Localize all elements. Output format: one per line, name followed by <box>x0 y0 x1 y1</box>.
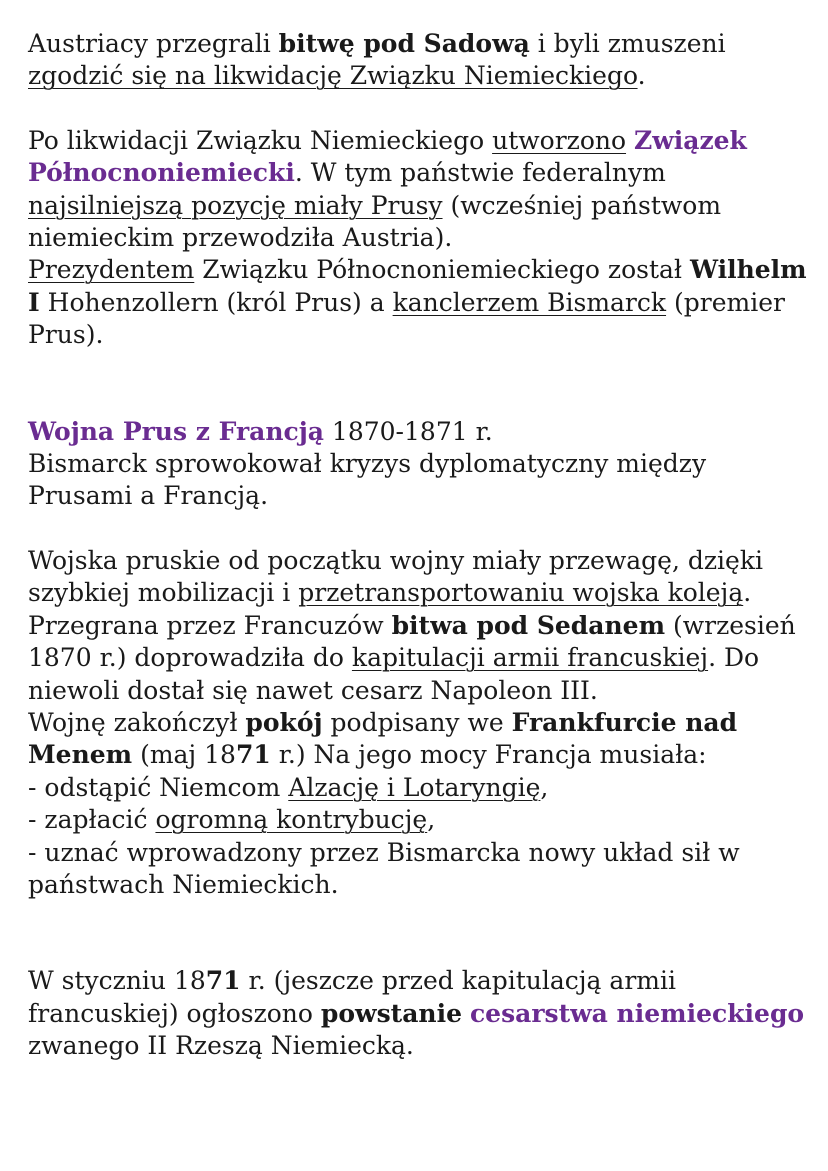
paragraph-sadowa <box>28 28 814 93</box>
bold-text: 71 <box>205 966 241 996</box>
text: (premier Prus). <box>28 287 785 350</box>
bold-text: bitwę pod Sadową <box>278 29 530 58</box>
bold-text: 71 <box>235 740 271 770</box>
bold-text: powstanie <box>320 998 462 1028</box>
text: . W tym państwie federalnym <box>294 158 666 188</box>
bold-text: pokój <box>245 707 323 737</box>
spacer <box>28 352 814 416</box>
text: Austriacy przegrali <box>28 29 279 58</box>
spacer <box>28 93 814 125</box>
text: . Przegrana przez Francuzów <box>28 578 752 640</box>
text: Wojska pruskie od początku wojny miały przewagę, dzięki szybkiej mobilizacji i <box>28 545 763 608</box>
paragraph-kryzys <box>28 448 814 513</box>
section-heading <box>28 416 814 448</box>
text: - odstąpić Niemcom <box>28 772 289 802</box>
text: r.) Na jego mocy Francja musiała: <box>270 740 707 770</box>
bold-text: bitwa pod Sedanem <box>391 610 666 640</box>
paragraph-zwiazek <box>28 125 814 255</box>
text: - zapłacić <box>28 805 156 835</box>
list-item <box>28 772 814 804</box>
text: . <box>637 61 646 91</box>
underlined-text: kanclerzem Bismarck <box>392 287 667 317</box>
heading-text: Wojna Prus z Francją <box>28 416 324 446</box>
highlight-term: Związek Północnoniemiecki <box>28 125 747 188</box>
text: , <box>540 772 549 802</box>
paragraph-pokoj <box>28 707 814 772</box>
paragraph-prezydent <box>28 254 814 351</box>
underlined-text: najsilniejszą pozycję miały Prusy <box>28 190 443 220</box>
underlined-text: przetransportowaniu wojska koleją <box>298 578 744 608</box>
bold-text: Frankfurcie nad Menem <box>28 707 738 770</box>
underlined-text: zgodzić się na likwidację Związku Niemieckiego <box>28 61 638 91</box>
text: podpisany we <box>322 707 512 737</box>
text: (wrzesień 1870 r.) doprowadziła do <box>28 610 796 673</box>
text: . Do niewoli dostał się nawet cesarz Napoleon III. <box>28 643 760 705</box>
text: Hohenzollern (król Prus) a <box>39 287 393 317</box>
text <box>626 126 634 155</box>
list-item <box>28 837 814 902</box>
list-item <box>28 804 814 836</box>
text: , <box>427 805 436 835</box>
paragraph-cesarstwo <box>28 965 814 1062</box>
spacer <box>28 513 814 545</box>
text: Wojnę zakończył <box>28 707 246 737</box>
text: Związku Północnoniemieckiego został <box>194 255 690 285</box>
spacer <box>28 901 814 965</box>
bold-text: Wilhelm I <box>28 255 807 317</box>
text <box>462 999 470 1028</box>
text: (wcześniej państwom niemieckim przewodziła Austria). <box>28 190 722 253</box>
text: Po likwidacji Związku Niemieckiego <box>28 125 493 155</box>
text: Bismarck sprowokował kryzys dyplomatyczny między Prusami a Francją. <box>28 449 707 511</box>
underlined-text: ogromną kontrybucję <box>155 805 428 835</box>
text: 1870-1871 r. <box>323 416 493 446</box>
text: W styczniu 18 <box>28 966 206 996</box>
underlined-text: kapitulacji armii francuskiej <box>351 643 709 673</box>
text: i byli zmuszeni <box>529 29 726 58</box>
underlined-text: Alzację i Lotaryngię <box>288 772 541 802</box>
text: - uznać wprowadzony przez Bismarcka nowy układ sił w państwach Niemieckich. <box>28 837 740 899</box>
text: (maj 18 <box>132 740 236 770</box>
document-page <box>28 28 814 1063</box>
text: zwanego II Rzeszą Niemiecką. <box>28 1031 414 1061</box>
text: r. (jeszcze przed kapitulacją armii francuskiej) ogłoszono <box>28 966 676 1028</box>
underlined-text: utworzono <box>492 125 627 155</box>
underlined-text: Prezydentem <box>28 255 195 285</box>
highlight-term: cesarstwa niemieckiego <box>469 998 805 1028</box>
paragraph-sedan <box>28 545 814 707</box>
